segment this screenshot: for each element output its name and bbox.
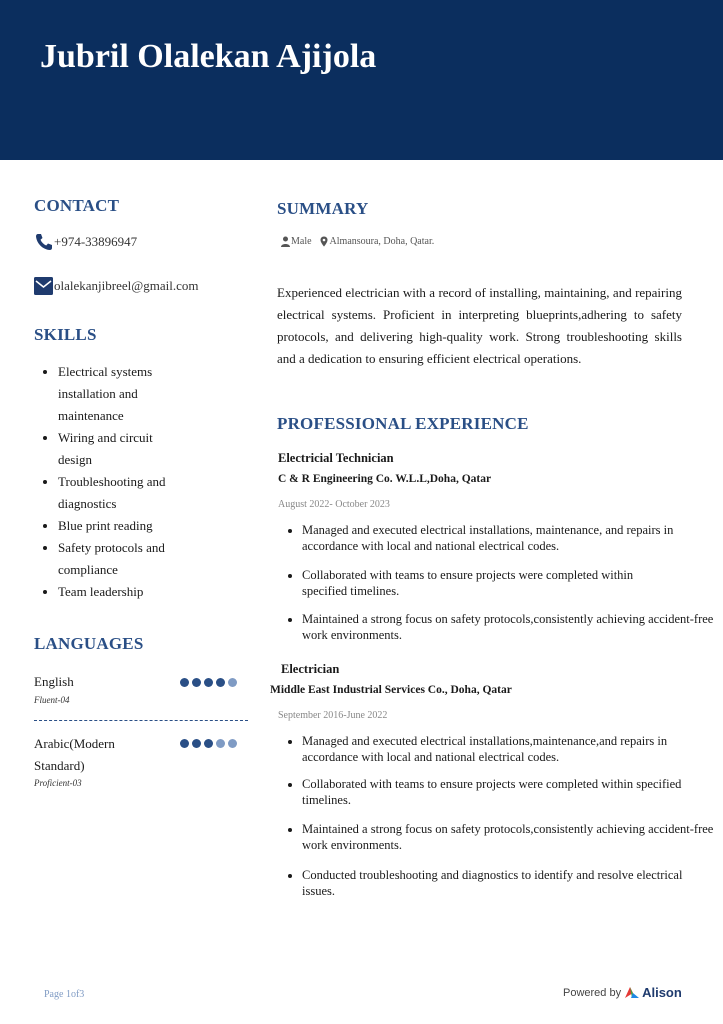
rating-dot-filled — [216, 678, 225, 687]
email-row — [34, 276, 198, 296]
language-name: Arabic(Modern Standard) — [34, 736, 115, 773]
skills-list — [26, 361, 258, 603]
personal-info — [280, 236, 434, 247]
alison-logo-icon — [624, 986, 640, 999]
bullet-item: • Maintained a strong focus on safety protocols,consistently achieving accident-free work environments. — [302, 821, 720, 853]
gender-text: Male — [291, 236, 312, 247]
brand-name: Alison — [642, 985, 682, 1000]
bullet-item: • Collaborated with teams to ensure projects were completed within specified timelines. — [302, 567, 652, 599]
languages-title: LANGUAGES — [34, 634, 144, 653]
candidate-name: Jubril Olalekan Ajijola — [40, 38, 377, 75]
job-title: Electrician — [281, 662, 340, 676]
language-level: Fluent-04 — [34, 695, 70, 705]
rating-dot-filled — [192, 678, 201, 687]
language-name: English — [34, 674, 74, 689]
bullet-item: • Maintained a strong focus on safety protocols,consistently achieving accident-free work environments. — [302, 611, 720, 643]
page-number: Page 1of3 — [44, 989, 85, 1000]
bullet-item: • Managed and executed electrical installations,maintenance,and repairs in accordance with local and national electrical codes. — [302, 733, 720, 765]
powered-by-text: Powered by — [563, 986, 622, 999]
header-banner — [0, 0, 723, 160]
rating-dot-empty — [216, 739, 225, 748]
powered-by — [563, 985, 682, 1000]
company-name: Middle East Industrial Services Co., Doha, Qatar — [270, 684, 512, 696]
phone-number[interactable]: +974-33896947 — [54, 234, 138, 249]
divider — [34, 720, 248, 721]
location-text: Almansoura, Doha, Qatar. — [329, 236, 435, 247]
language-rating — [180, 678, 237, 687]
skill-item: • Wiring and circuit design — [58, 427, 168, 471]
rating-dot-empty — [228, 739, 237, 748]
job-dates: September 2016-June 2022 — [278, 710, 388, 721]
person-icon — [280, 236, 291, 247]
skill-item: • Safety protocols and compliance — [58, 537, 168, 581]
phone-row — [34, 233, 137, 251]
experience-title: PROFESSIONAL EXPERIENCE — [277, 414, 529, 433]
rating-dot-filled — [180, 678, 189, 687]
bullet-item: • Managed and executed electrical installations, maintenance, and repairs in accordance with local and national electrical codes. — [302, 522, 720, 554]
skills-title: SKILLS — [34, 325, 97, 344]
summary-text: Experienced electrician with a record of installing, maintaining, and repairing electrical systems. Proficient in interpreting blueprints,adhering to safety protocols, and delivering high-quality work. Strong troubleshooting skills and a dedication to ensuring efficient electrical operations. — [277, 285, 682, 366]
bullet-item: • Conducted troubleshooting and diagnostics to identify and resolve electrical issues. — [302, 867, 702, 899]
skill-item: • Blue print reading — [58, 515, 188, 537]
location-pin-icon — [318, 236, 330, 247]
email-icon — [34, 276, 54, 296]
skill-item: • Electrical systems installation and maintenance — [58, 361, 168, 427]
job-title: Electricial Technician — [278, 451, 394, 465]
phone-icon — [34, 233, 54, 251]
skill-item: • Troubleshooting and diagnostics — [58, 471, 168, 515]
rating-dot-filled — [204, 678, 213, 687]
job-dates: August 2022- October 2023 — [278, 499, 390, 510]
company-name: C & R Engineering Co. W.L.L,Doha, Qatar — [278, 473, 492, 485]
rating-dot-empty — [228, 678, 237, 687]
contact-title: CONTACT — [34, 196, 120, 215]
language-level: Proficient-03 — [34, 778, 82, 788]
summary-title: SUMMARY — [277, 199, 369, 218]
rating-dot-filled — [180, 739, 189, 748]
email-address[interactable]: olalekanjibreel@gmail.com — [54, 278, 199, 293]
rating-dot-filled — [204, 739, 213, 748]
skill-item: • Team leadership — [58, 581, 188, 603]
bullet-item: • Collaborated with teams to ensure projects were completed within specified timelines. — [302, 776, 697, 808]
language-rating — [180, 739, 237, 748]
rating-dot-filled — [192, 739, 201, 748]
